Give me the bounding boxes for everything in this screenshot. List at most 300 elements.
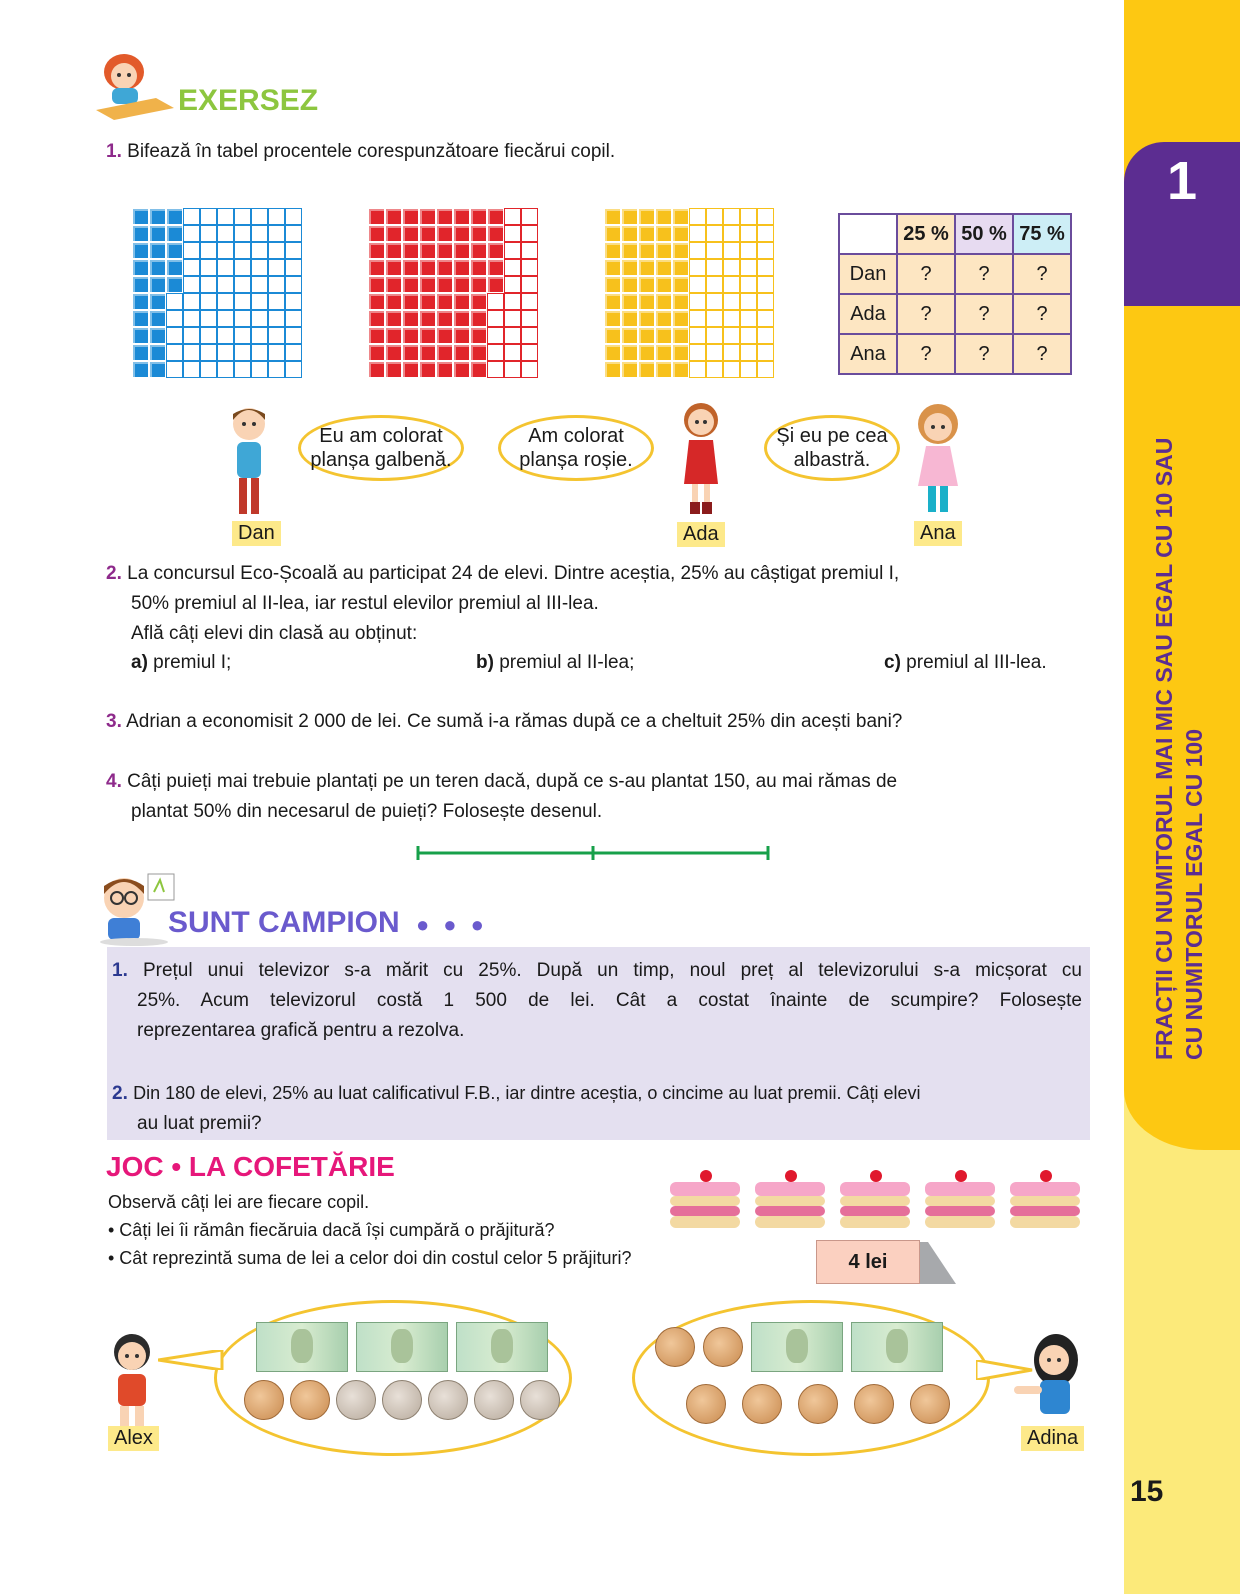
option-a-text: premiul I; bbox=[147, 652, 232, 673]
grid-cell bbox=[453, 259, 470, 276]
grid-cell bbox=[604, 310, 621, 327]
grid-cell bbox=[200, 259, 217, 276]
grid-cell bbox=[402, 361, 419, 378]
grid-cell bbox=[183, 208, 200, 225]
grid-cell bbox=[402, 242, 419, 259]
speech-bubble-ada bbox=[498, 415, 654, 481]
grid-cell bbox=[604, 293, 621, 310]
campion-1-number: 1. bbox=[112, 960, 128, 981]
adina-money-top bbox=[655, 1322, 943, 1372]
alex-coins bbox=[244, 1380, 560, 1420]
cakes-row bbox=[670, 1176, 1090, 1238]
grid-cell bbox=[521, 208, 538, 225]
grid-cell bbox=[487, 225, 504, 242]
grid-cell bbox=[402, 293, 419, 310]
check-cell[interactable]: ? bbox=[1013, 294, 1071, 334]
grid-cell bbox=[234, 293, 251, 310]
grid-cell bbox=[453, 310, 470, 327]
girl-ada-figure bbox=[678, 398, 724, 518]
name-tag-adina: Adina bbox=[1021, 1426, 1084, 1451]
grid-cell bbox=[368, 361, 385, 378]
grid-cell bbox=[132, 208, 149, 225]
joc-line1: Observă câți lei are fiecare copil. bbox=[108, 1192, 370, 1212]
option-b-text: premiul al II-lea; bbox=[493, 652, 635, 673]
grid-cell bbox=[723, 259, 740, 276]
grid-cell bbox=[453, 361, 470, 378]
grid-cell bbox=[672, 225, 689, 242]
segment-drawing bbox=[416, 845, 772, 861]
grid-cell bbox=[436, 327, 453, 344]
grid-cell bbox=[419, 208, 436, 225]
exercise-1 bbox=[106, 137, 615, 167]
grid-cell bbox=[487, 293, 504, 310]
name-tag-dan: Dan bbox=[232, 521, 281, 546]
grid-cell bbox=[487, 276, 504, 293]
grid-yellow bbox=[604, 208, 774, 378]
grid-cell bbox=[285, 310, 302, 327]
grid-cell bbox=[200, 327, 217, 344]
cake-icon bbox=[755, 1176, 825, 1232]
grid-cell bbox=[385, 327, 402, 344]
campion-1-line1: Prețul unui televizor s-a mărit cu 25%. După un timp, noul preț al televizorului s-a micșorat cu bbox=[142, 960, 1083, 981]
grid-cell bbox=[470, 327, 487, 344]
banknote-icon bbox=[356, 1322, 448, 1372]
table-row bbox=[839, 334, 1071, 374]
grid-cell bbox=[487, 310, 504, 327]
girl-ana-figure bbox=[906, 400, 970, 518]
grid-cell bbox=[166, 310, 183, 327]
grid-cell bbox=[132, 344, 149, 361]
grid-cell bbox=[638, 293, 655, 310]
campion-1-line2: 25%. Acum televizorul costă 1 500 de lei. Cât a costat înainte de scumpire? Folosește bbox=[137, 990, 1082, 1011]
check-cell[interactable]: ? bbox=[955, 334, 1013, 374]
grid-cell bbox=[521, 361, 538, 378]
banknote-icon bbox=[751, 1322, 843, 1372]
grid-cell bbox=[723, 242, 740, 259]
check-cell[interactable]: ? bbox=[955, 254, 1013, 294]
grid-cell bbox=[638, 225, 655, 242]
grid-cell bbox=[385, 242, 402, 259]
grid-cell bbox=[402, 310, 419, 327]
check-cell[interactable]: ? bbox=[1013, 254, 1071, 294]
grid-cell bbox=[504, 225, 521, 242]
campion-2-line2: au luat premii? bbox=[137, 1113, 262, 1134]
exercise-4-line2: plantat 50% din necesarul de puieți? Folosește desenul. bbox=[131, 801, 603, 822]
grid-cell bbox=[621, 242, 638, 259]
grid-cell bbox=[706, 259, 723, 276]
grid-cell bbox=[251, 293, 268, 310]
coin-icon bbox=[336, 1380, 376, 1420]
grid-cell bbox=[487, 242, 504, 259]
exercise-1-text: Bifează în tabel procentele corespunzătoare fiecărui copil. bbox=[127, 141, 616, 162]
grid-cell bbox=[217, 310, 234, 327]
joc-bullet2: • Cât reprezintă suma de lei a celor doi din costul celor 5 prăjituri? bbox=[108, 1248, 632, 1268]
speech-bubble-ana bbox=[764, 415, 900, 481]
option-a-label: a) bbox=[131, 652, 148, 673]
speech-ana-line2: albastră. bbox=[793, 449, 871, 471]
grid-cell bbox=[723, 344, 740, 361]
grid-cell bbox=[723, 293, 740, 310]
grid-cell bbox=[217, 225, 234, 242]
grid-cell bbox=[200, 310, 217, 327]
grid-cell bbox=[521, 327, 538, 344]
grid-cell bbox=[149, 361, 166, 378]
grid-cell bbox=[757, 293, 774, 310]
coin-icon bbox=[742, 1384, 782, 1424]
grid-cell bbox=[604, 208, 621, 225]
grid-cell bbox=[183, 242, 200, 259]
grid-cell bbox=[504, 293, 521, 310]
grid-cell bbox=[521, 225, 538, 242]
grid-cell bbox=[251, 242, 268, 259]
grid-cell bbox=[672, 344, 689, 361]
grid-cell bbox=[521, 259, 538, 276]
grid-cell bbox=[132, 310, 149, 327]
grid-cell bbox=[740, 361, 757, 378]
grid-cell bbox=[706, 208, 723, 225]
grid-cell bbox=[166, 344, 183, 361]
percent-table bbox=[838, 213, 1072, 375]
grid-cell bbox=[166, 259, 183, 276]
grid-cell bbox=[740, 208, 757, 225]
grid-cell bbox=[723, 327, 740, 344]
grid-cell bbox=[672, 276, 689, 293]
coin-icon bbox=[474, 1380, 514, 1420]
grid-cell bbox=[234, 276, 251, 293]
decorative-dots: ●●● bbox=[416, 912, 498, 937]
coin-icon bbox=[910, 1384, 950, 1424]
grid-cell bbox=[453, 242, 470, 259]
grid-cell bbox=[655, 208, 672, 225]
exercise-3-text: Adrian a economisit 2 000 de lei. Ce sumă i-a rămas după ce a cheltuit 25% din acești bani? bbox=[126, 711, 903, 732]
grid-cell bbox=[638, 208, 655, 225]
grid-cell bbox=[706, 242, 723, 259]
table-row bbox=[839, 254, 1071, 294]
grid-cell bbox=[470, 242, 487, 259]
banknote-icon bbox=[256, 1322, 348, 1372]
grid-cell bbox=[268, 242, 285, 259]
grid-cell bbox=[706, 327, 723, 344]
exercise-4-line1: Câți puieți mai trebuie plantați pe un teren dacă, după ce s-au plantat 150, au mai rămas de bbox=[127, 771, 898, 792]
grid-cell bbox=[385, 259, 402, 276]
exercise-2-line1: La concursul Eco-Școală au participat 24 de elevi. Dintre aceștia, 25% au câștigat premiul I, bbox=[127, 563, 900, 584]
exercise-2-number: 2. bbox=[106, 563, 122, 584]
grid-cell bbox=[183, 361, 200, 378]
grid-cell bbox=[436, 310, 453, 327]
campion-exercise-1 bbox=[112, 956, 1082, 1046]
grid-cell bbox=[368, 344, 385, 361]
coin-icon bbox=[655, 1327, 695, 1367]
grid-cell bbox=[638, 310, 655, 327]
grid-cell bbox=[251, 208, 268, 225]
campion-heading-text: SUNT CAMPION bbox=[168, 906, 400, 939]
grid-cell bbox=[285, 293, 302, 310]
grid-cell bbox=[166, 242, 183, 259]
grid-cell bbox=[504, 344, 521, 361]
campion-exercise-2 bbox=[112, 1078, 1084, 1139]
grid-cell bbox=[757, 242, 774, 259]
grid-cell bbox=[521, 344, 538, 361]
grid-cell bbox=[621, 344, 638, 361]
grid-red bbox=[368, 208, 538, 378]
grid-cell bbox=[436, 344, 453, 361]
grid-cell bbox=[217, 276, 234, 293]
grid-cell bbox=[200, 361, 217, 378]
grid-cell bbox=[251, 361, 268, 378]
grid-cell bbox=[470, 344, 487, 361]
grid-cell bbox=[234, 225, 251, 242]
grid-cell bbox=[402, 344, 419, 361]
boy-dan-figure bbox=[226, 404, 272, 520]
grid-cell bbox=[655, 361, 672, 378]
grid-cell bbox=[504, 361, 521, 378]
grid-cell bbox=[368, 208, 385, 225]
grid-cell bbox=[285, 225, 302, 242]
price-tag bbox=[816, 1240, 956, 1286]
cake-icon bbox=[840, 1176, 910, 1232]
grid-cell bbox=[402, 225, 419, 242]
grid-cell bbox=[183, 259, 200, 276]
coin-icon bbox=[686, 1384, 726, 1424]
grid-cell bbox=[723, 310, 740, 327]
check-cell[interactable]: ? bbox=[897, 254, 955, 294]
grid-cell bbox=[621, 259, 638, 276]
check-cell[interactable]: ? bbox=[897, 334, 955, 374]
grid-cell bbox=[285, 327, 302, 344]
grid-cell bbox=[251, 225, 268, 242]
grid-cell bbox=[183, 310, 200, 327]
grid-cell bbox=[419, 310, 436, 327]
grid-cell bbox=[419, 327, 436, 344]
grid-cell bbox=[604, 276, 621, 293]
grid-cell bbox=[672, 242, 689, 259]
coin-icon bbox=[798, 1384, 838, 1424]
exercise-2-line2: 50% premiul al II-lea, iar restul elevilor premiul al III-lea. bbox=[131, 593, 599, 614]
grid-cell bbox=[706, 293, 723, 310]
grid-cell bbox=[757, 259, 774, 276]
grid-cell bbox=[436, 293, 453, 310]
grid-cell bbox=[757, 327, 774, 344]
grid-cell bbox=[368, 293, 385, 310]
grid-cell bbox=[436, 361, 453, 378]
grid-cell bbox=[234, 327, 251, 344]
grid-cell bbox=[200, 344, 217, 361]
grid-cell bbox=[166, 276, 183, 293]
grid-cell bbox=[672, 208, 689, 225]
row-label: Ana bbox=[839, 334, 897, 374]
grid-cell bbox=[672, 327, 689, 344]
table-header-50: 50 % bbox=[955, 214, 1013, 254]
grid-cell bbox=[672, 259, 689, 276]
boy-alex-figure bbox=[104, 1330, 164, 1430]
grid-cell bbox=[200, 293, 217, 310]
coin-icon bbox=[290, 1380, 330, 1420]
grid-cell bbox=[385, 276, 402, 293]
grid-cell bbox=[368, 225, 385, 242]
grid-cell bbox=[268, 208, 285, 225]
grid-cell bbox=[706, 310, 723, 327]
grid-cell bbox=[504, 242, 521, 259]
grid-cell bbox=[285, 208, 302, 225]
grid-blue bbox=[132, 208, 302, 378]
grid-cell bbox=[487, 361, 504, 378]
coin-icon bbox=[854, 1384, 894, 1424]
grid-cell bbox=[385, 310, 402, 327]
grid-cell bbox=[740, 242, 757, 259]
grid-cell bbox=[149, 293, 166, 310]
grid-cell bbox=[621, 361, 638, 378]
alex-banknotes bbox=[256, 1322, 548, 1372]
cake-icon bbox=[670, 1176, 740, 1232]
grid-cell bbox=[183, 293, 200, 310]
grid-cell bbox=[689, 276, 706, 293]
grid-cell bbox=[504, 208, 521, 225]
option-b-label: b) bbox=[476, 652, 494, 673]
grid-cell bbox=[200, 208, 217, 225]
grid-cell bbox=[436, 208, 453, 225]
grid-cell bbox=[521, 242, 538, 259]
grid-cell bbox=[689, 293, 706, 310]
grid-cell bbox=[166, 327, 183, 344]
grid-cell bbox=[655, 242, 672, 259]
grid-cell bbox=[621, 310, 638, 327]
grid-cell bbox=[604, 259, 621, 276]
adina-coins bbox=[686, 1384, 950, 1424]
grid-cell bbox=[740, 225, 757, 242]
name-tag-ana: Ana bbox=[914, 521, 962, 546]
grid-cell bbox=[419, 293, 436, 310]
grid-cell bbox=[723, 276, 740, 293]
grid-cell bbox=[604, 344, 621, 361]
grid-cell bbox=[672, 293, 689, 310]
grid-cell bbox=[604, 242, 621, 259]
grid-cell bbox=[706, 276, 723, 293]
coin-icon bbox=[382, 1380, 422, 1420]
grid-cell bbox=[453, 344, 470, 361]
grid-cell bbox=[268, 344, 285, 361]
grid-cell bbox=[672, 361, 689, 378]
campion-1-line3: reprezentarea grafică pentru a rezolva. bbox=[137, 1020, 465, 1041]
exercise-2 bbox=[106, 559, 1106, 649]
coin-icon bbox=[703, 1327, 743, 1367]
price-label: 4 lei bbox=[816, 1240, 920, 1284]
check-cell[interactable]: ? bbox=[897, 294, 955, 334]
grid-cell bbox=[166, 293, 183, 310]
grid-cell bbox=[689, 344, 706, 361]
row-label: Ada bbox=[839, 294, 897, 334]
option-c-label: c) bbox=[884, 652, 901, 673]
coin-icon bbox=[428, 1380, 468, 1420]
grid-cell bbox=[621, 293, 638, 310]
grid-cell bbox=[183, 225, 200, 242]
grid-cell bbox=[487, 259, 504, 276]
check-cell[interactable]: ? bbox=[1013, 334, 1071, 374]
grid-cell bbox=[621, 225, 638, 242]
grid-cell bbox=[419, 344, 436, 361]
grid-cell bbox=[689, 259, 706, 276]
joc-bullet1: • Câți lei îi rămân fiecăruia dacă își cumpără o prăjitură? bbox=[108, 1220, 555, 1240]
grid-cell bbox=[200, 276, 217, 293]
grid-cell bbox=[621, 276, 638, 293]
grid-cell bbox=[402, 259, 419, 276]
grid-cell bbox=[689, 310, 706, 327]
table-corner bbox=[839, 214, 897, 254]
grid-cell bbox=[504, 310, 521, 327]
grid-cell bbox=[436, 242, 453, 259]
option-c-text: premiul al III-lea. bbox=[900, 652, 1047, 673]
grid-cell bbox=[604, 361, 621, 378]
grid-cell bbox=[470, 293, 487, 310]
grid-cell bbox=[149, 344, 166, 361]
grid-cell bbox=[740, 293, 757, 310]
exercise-2-line3: Află câți elevi din clasă au obținut: bbox=[131, 623, 418, 644]
grid-cell bbox=[285, 259, 302, 276]
grid-cell bbox=[504, 327, 521, 344]
speech-ada-line2: planșa roșie. bbox=[519, 449, 633, 471]
grid-cell bbox=[368, 327, 385, 344]
grid-cell bbox=[655, 259, 672, 276]
banknote-icon bbox=[851, 1322, 943, 1372]
grid-cell bbox=[149, 208, 166, 225]
chapter-title bbox=[1149, 300, 1209, 1060]
grid-cell bbox=[285, 361, 302, 378]
speech-bubble-dan bbox=[298, 415, 464, 481]
grid-cell bbox=[132, 293, 149, 310]
grid-cell bbox=[706, 344, 723, 361]
exercise-3 bbox=[106, 707, 902, 737]
check-cell[interactable]: ? bbox=[955, 294, 1013, 334]
grid-cell bbox=[268, 327, 285, 344]
grid-cell bbox=[419, 259, 436, 276]
grid-cell bbox=[268, 361, 285, 378]
grid-cell bbox=[285, 276, 302, 293]
grid-cell bbox=[757, 310, 774, 327]
grid-cell bbox=[470, 310, 487, 327]
grid-cell bbox=[268, 259, 285, 276]
chapter-number: 1 bbox=[1166, 151, 1198, 211]
grid-cell bbox=[470, 259, 487, 276]
grid-cell bbox=[638, 344, 655, 361]
campion-2-line1: Din 180 de elevi, 25% au luat calificativul F.B., iar dintre aceștia, o cincime au luat premii. Câți elevi bbox=[133, 1083, 921, 1103]
grid-cell bbox=[200, 225, 217, 242]
grid-cell bbox=[655, 225, 672, 242]
grid-cell bbox=[268, 310, 285, 327]
grid-cell bbox=[638, 276, 655, 293]
banknote-icon bbox=[456, 1322, 548, 1372]
grid-cell bbox=[504, 259, 521, 276]
campion-heading bbox=[168, 906, 498, 940]
coin-icon bbox=[520, 1380, 560, 1420]
grid-cell bbox=[368, 242, 385, 259]
exercise-3-number: 3. bbox=[106, 711, 122, 732]
exercise-4 bbox=[106, 767, 1106, 827]
grid-cell bbox=[251, 310, 268, 327]
grid-cell bbox=[183, 276, 200, 293]
grid-cell bbox=[217, 259, 234, 276]
cake-icon bbox=[925, 1176, 995, 1232]
grid-cell bbox=[368, 276, 385, 293]
grid-cell bbox=[132, 259, 149, 276]
cake-icon bbox=[1010, 1176, 1080, 1232]
grid-cell bbox=[740, 259, 757, 276]
grid-cell bbox=[453, 276, 470, 293]
grid-cell bbox=[217, 344, 234, 361]
grid-cell bbox=[251, 259, 268, 276]
grid-cell bbox=[385, 293, 402, 310]
grid-cell bbox=[740, 310, 757, 327]
table-header-25: 25 % bbox=[897, 214, 955, 254]
grid-cell bbox=[638, 361, 655, 378]
